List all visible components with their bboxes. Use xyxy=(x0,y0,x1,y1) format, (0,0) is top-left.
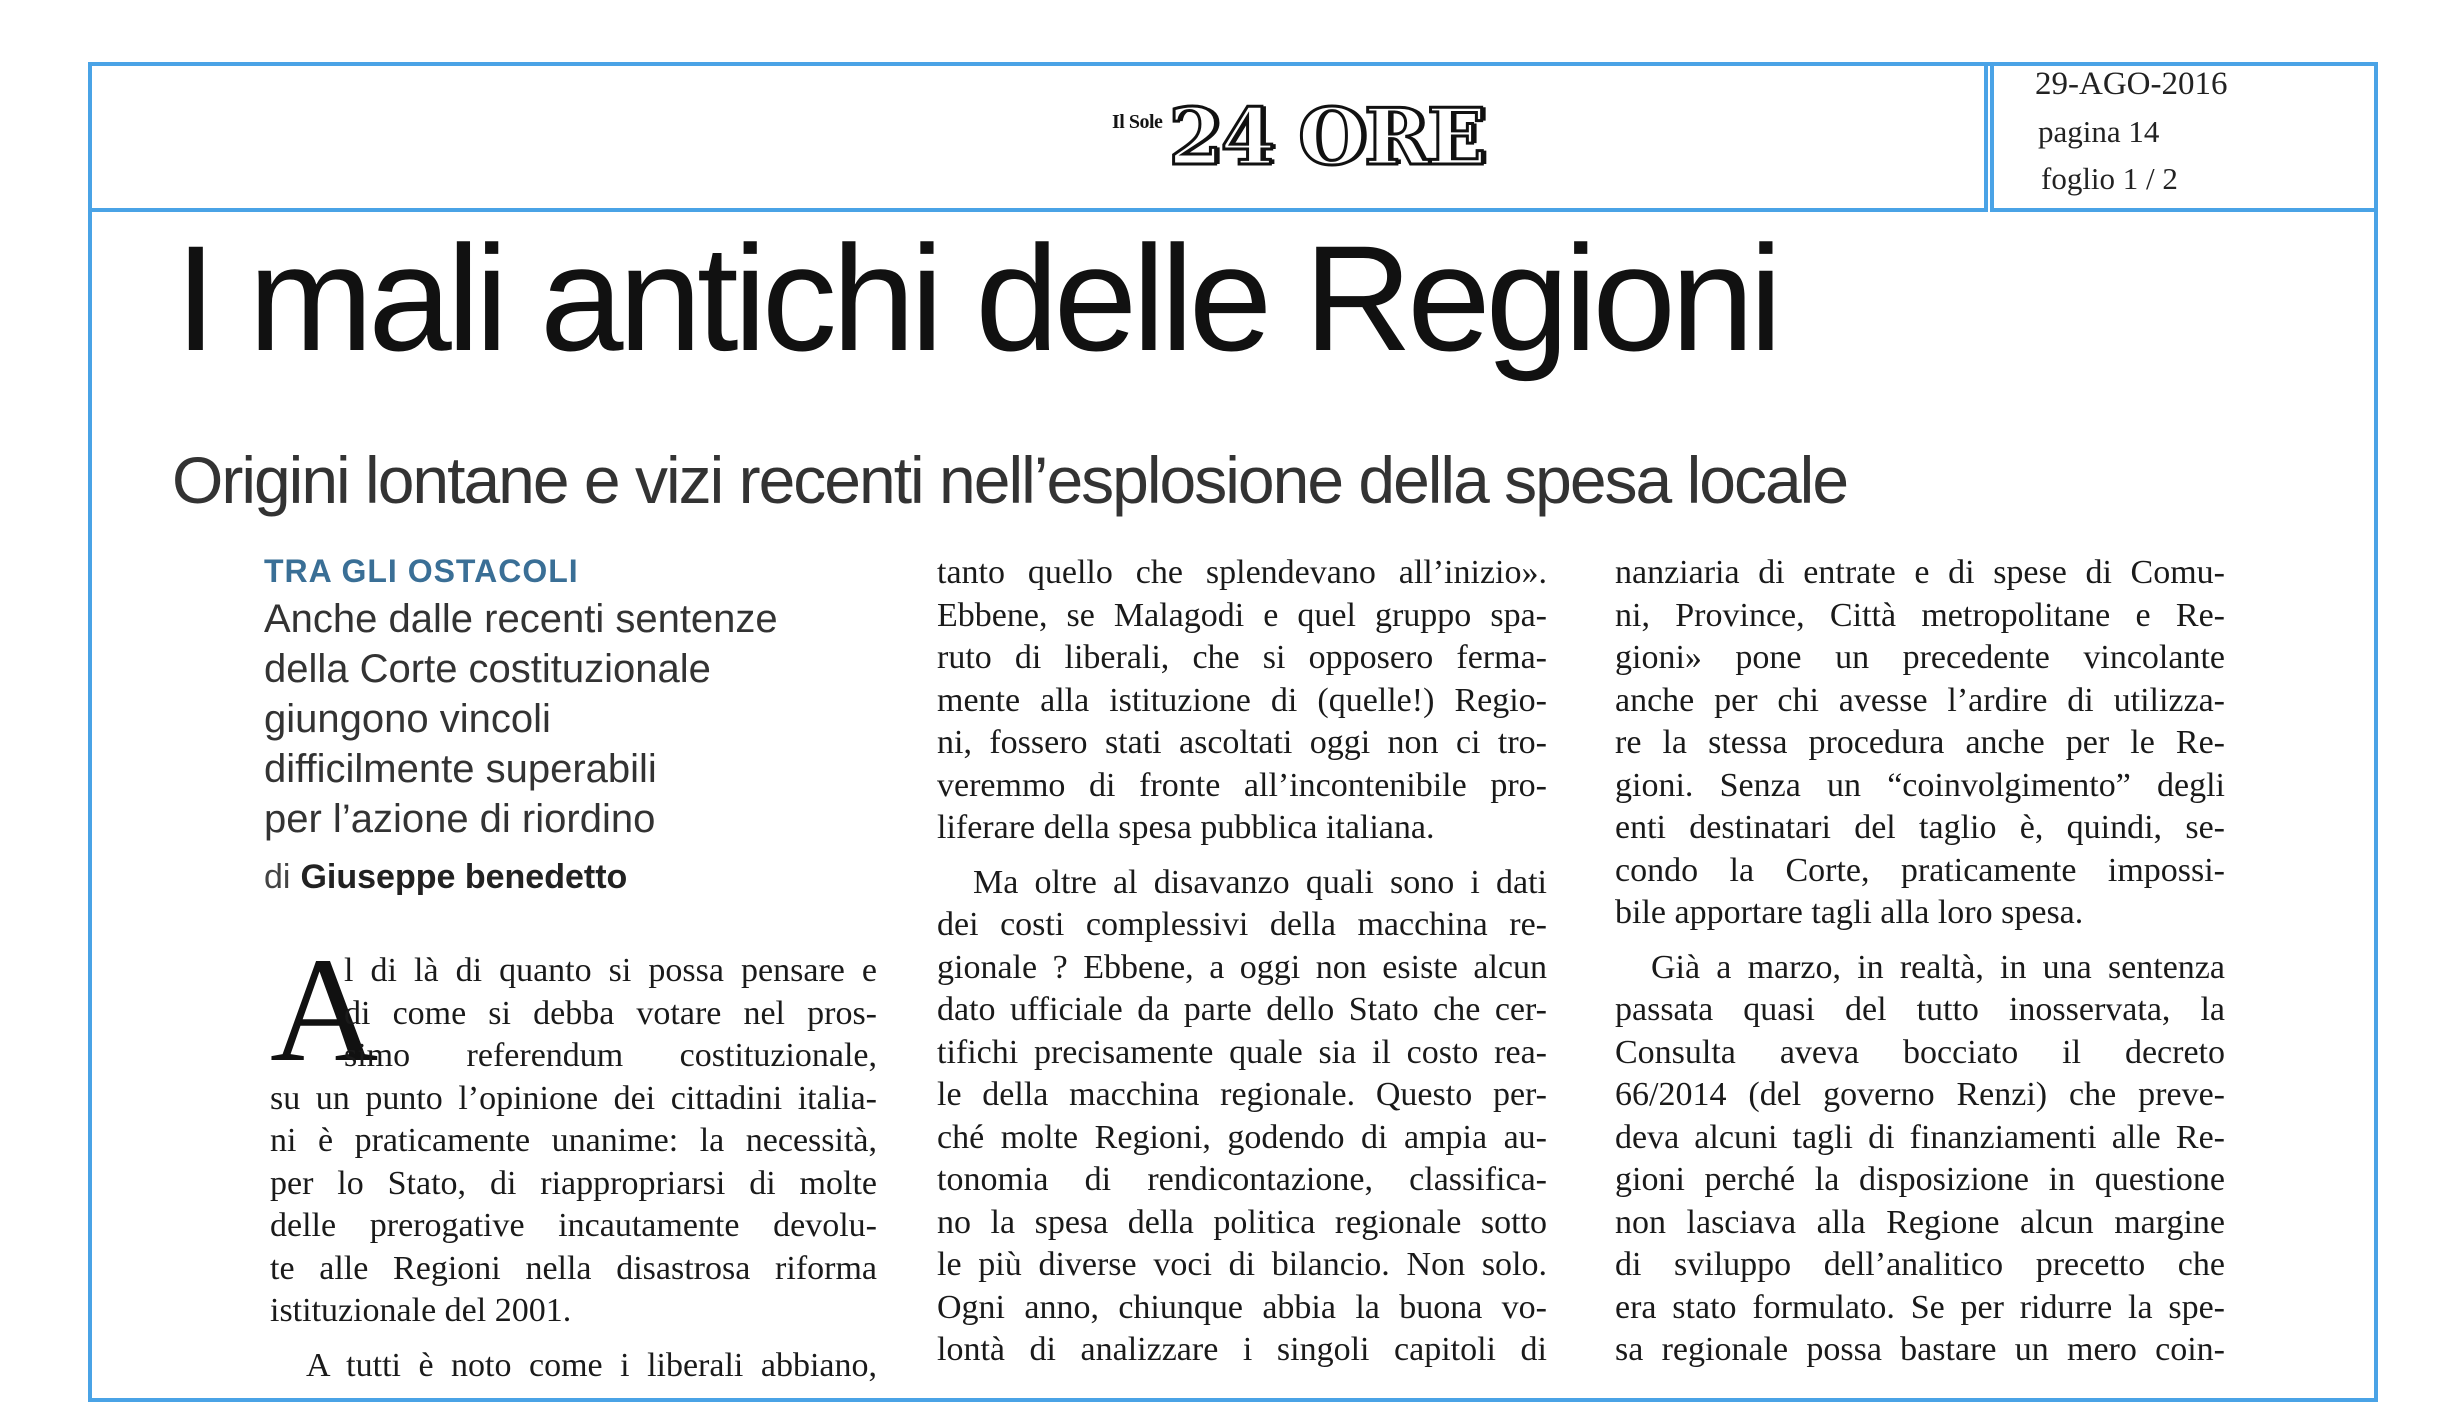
section-kicker: TRA GLI OSTACOLI xyxy=(264,553,579,589)
deck-line: Anche dalle recenti sentenze xyxy=(264,597,778,641)
body-text-line: liferare della spesa pubblica italiana. xyxy=(937,809,1435,846)
publication-date: 29-AGO-2016 xyxy=(2035,66,2228,102)
body-text-line: Consulta aveva bocciato il decreto xyxy=(1615,1033,2225,1071)
body-text-line: tanto quello che splendevano all’inizio». xyxy=(937,554,1547,591)
byline-prefix: di xyxy=(264,858,291,896)
body-text-line: Già a marzo, in realtà, in una sentenza xyxy=(1651,948,2225,986)
logo-small-text: Il Sole xyxy=(1112,111,1163,133)
body-text-line: l di là di quanto si possa pensare e xyxy=(344,952,877,989)
body-text-line: Ogni anno, chiunque abbia la buona vo- xyxy=(937,1288,1547,1326)
deck-line: difficilmente superabili xyxy=(264,747,657,791)
body-text-line: passata quasi del tutto inosservata, la xyxy=(1615,991,2225,1028)
body-text-line: di come si debba votare nel pros- xyxy=(344,994,877,1032)
article-subheadline: Origini lontane e vizi recenti nell’esplosione della spesa locale xyxy=(172,443,1848,517)
body-text-line: gioni perché la disposizione in questione xyxy=(1615,1161,2225,1198)
body-text-line: ruto di liberali, che si opposero ferma- xyxy=(937,639,1547,676)
deck-line: della Corte costituzionale xyxy=(264,647,711,691)
body-text-line: di sviluppo dell’analitico precetto che xyxy=(1615,1246,2225,1283)
body-text-line: ché molte Regioni, godendo di ampia au- xyxy=(937,1118,1547,1156)
body-text-line: 66/2014 (del governo Renzi) che preve- xyxy=(1615,1076,2225,1113)
text-column-1 xyxy=(270,950,877,1387)
body-text-line: nanziaria di entrate e di spese di Comu- xyxy=(1615,554,2225,591)
body-text-line: le più diverse voci di bilancio. Non solo. xyxy=(937,1246,1547,1283)
body-text-line: gioni. Senza un “coinvolgimento” degli xyxy=(1615,766,2225,804)
body-text-line: condo la Corte, praticamente impossi- xyxy=(1615,851,2225,889)
text-column-2 xyxy=(937,552,1547,1372)
body-text-line: re la stessa procedura anche per le Re- xyxy=(1615,724,2225,761)
body-text-line: ni, fossero stati ascoltati oggi non ci tro- xyxy=(937,724,1547,761)
body-text-line: A tutti è noto come i liberali abbiano, xyxy=(306,1346,877,1384)
byline xyxy=(264,858,627,897)
logo-big-text: 24 ORE xyxy=(1168,92,1485,183)
body-text-line: dato ufficiale da parte dello Stato che cer- xyxy=(937,991,1547,1028)
body-text-line: istituzionale del 2001. xyxy=(270,1292,572,1329)
body-text-line: su un punto l’opinione dei cittadini italia- xyxy=(270,1079,877,1117)
author-name: Giuseppe benedetto xyxy=(300,858,628,896)
deck-line: per l’azione di riordino xyxy=(264,797,656,841)
body-text-line: veremmo di fronte all’incontenibile pro- xyxy=(937,766,1547,804)
body-text-line: non lasciava alla Regione alcun margine xyxy=(1615,1203,2225,1241)
body-text-line: anche per chi avesse l’ardire di utilizza- xyxy=(1615,681,2225,719)
body-text-line: ni, Province, Città metropolitane e Re- xyxy=(1615,596,2225,634)
article-headline: I mali antichi delle Regioni xyxy=(175,214,1778,382)
body-text-line: gioni» pone un precedente vincolante xyxy=(1615,639,2225,676)
body-text-line: Ma oltre al disavanzo quali sono i dati xyxy=(973,863,1547,901)
masthead-box xyxy=(88,62,1988,212)
deck-line: giungono vincoli xyxy=(264,697,551,741)
body-text-line: te alle Regioni nella disastrosa riforma xyxy=(270,1249,877,1287)
body-text-line: tifichi precisamente quale sia il costo rea- xyxy=(937,1033,1547,1071)
body-text-line: Ebbene, se Malagodi e quel gruppo spa- xyxy=(937,596,1547,634)
body-text-line: no la spesa della politica regionale sotto xyxy=(937,1203,1547,1241)
page-number: pagina 14 xyxy=(2038,114,2160,149)
body-text-line: era stato formulato. Se per ridurre la spe- xyxy=(1615,1288,2225,1326)
body-text-line: le della macchina regionale. Questo per- xyxy=(937,1076,1547,1113)
body-text-line: enti destinatari del taglio è, quindi, se- xyxy=(1615,809,2225,846)
body-text-line: simo referendum costituzionale, xyxy=(344,1037,877,1074)
article-deck xyxy=(264,594,884,844)
body-text-line: per lo Stato, di riappropriarsi di molte xyxy=(270,1164,877,1202)
body-text-line: bile apportare tagli alla loro spesa. xyxy=(1615,894,2084,931)
drop-cap: A xyxy=(270,927,379,1093)
body-text-line: tonomia di rendicontazione, classifica- xyxy=(937,1161,1547,1198)
body-text-line: deva alcuni tagli di finanziamenti alle Re- xyxy=(1615,1118,2225,1156)
text-column-3 xyxy=(1615,552,2225,1372)
body-text-line: ni è praticamente unanime: la necessità, xyxy=(270,1122,877,1159)
newspaper-logo xyxy=(1112,88,1485,183)
body-text-line: mente alla istituzione di (quelle!) Regio- xyxy=(937,681,1547,719)
body-text-line: lontà di analizzare i singoli capitoli di xyxy=(937,1331,1547,1368)
sheet-number: foglio 1 / 2 xyxy=(2041,161,2178,196)
body-text-line: delle prerogative incautamente devolu- xyxy=(270,1207,877,1244)
body-text-line: dei costi complessivi della macchina re- xyxy=(937,906,1547,943)
body-text-line: sa regionale possa bastare un mero coin- xyxy=(1615,1331,2225,1368)
body-text-line: gionale ? Ebbene, a oggi non esiste alcun xyxy=(937,948,1547,986)
